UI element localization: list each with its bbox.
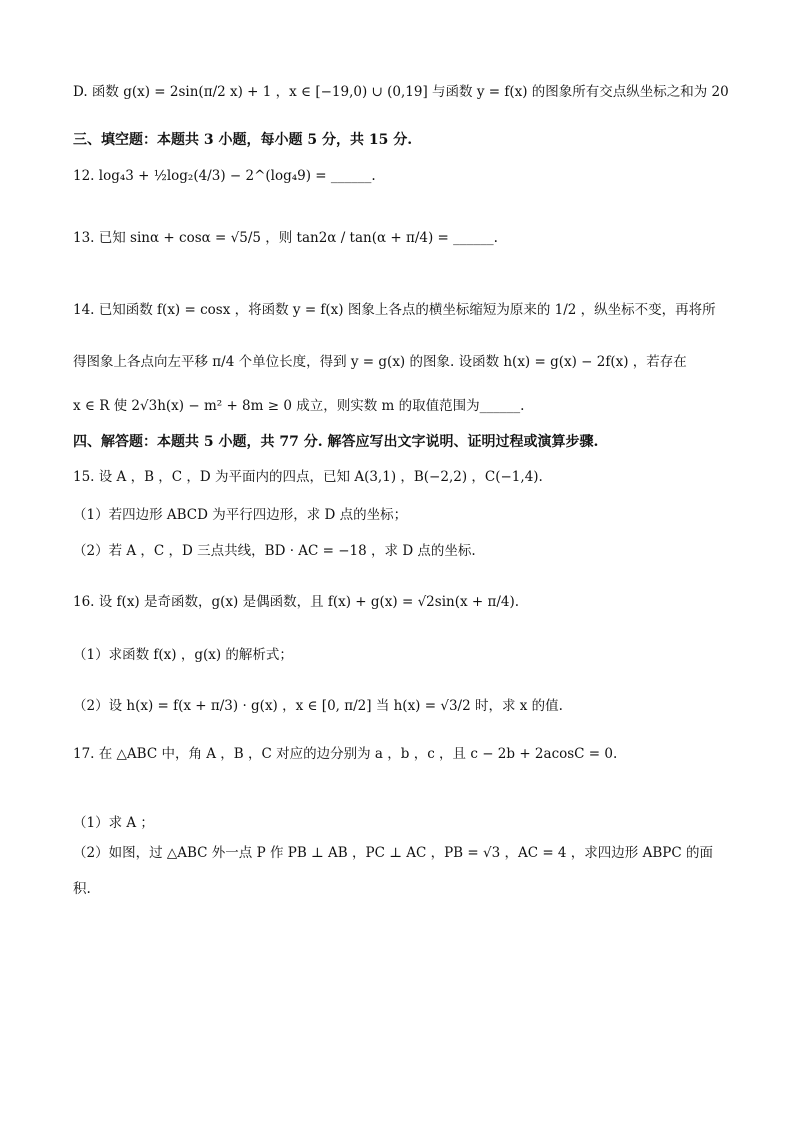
option-d: D. 函数 g(x) = 2sin(π/2 x) + 1 ，x ∈ [−19,0) ∪ (0,19] 与函数 y = f(x) 的图象所有交点纵坐标之和为 20 [73, 84, 729, 100]
question-17-part-2-cont: 积. [73, 881, 91, 897]
question-14-line-1: 14. 已知函数 f(x) = cosx ，将函数 y = f(x) 图象上各点的横坐标缩短为原来的 1/2 ，纵坐标不变，再将所 [73, 302, 716, 318]
section-3-heading: 三、填空题：本题共 3 小题，每小题 5 分，共 15 分. [73, 132, 413, 148]
question-15-part-2: （2）若 A ，C ，D 三点共线，BD · AC = −18 ，求 D 点的坐标. [73, 543, 476, 559]
question-17-part-2: （2）如图，过 △ABC 外一点 P 作 PB ⊥ AB ，PC ⊥ AC ，PB = √3 ，AC = 4 ，求四边形 ABPC 的面 [73, 845, 713, 861]
section-4-heading: 四、解答题：本题共 5 小题，共 77 分. 解答应写出文字说明、证明过程或演算步骤. [73, 434, 599, 450]
question-15-part-1: （1）若四边形 ABCD 为平行四边形，求 D 点的坐标； [73, 507, 408, 523]
question-14-line-2: 得图象上各点向左平移 π/4 个单位长度，得到 y = g(x) 的图象. 设函数 h(x) = g(x) − 2f(x) ，若存在 [73, 354, 687, 370]
question-16-part-2: （2）设 h(x) = f(x + π/3) · g(x) ，x ∈ [0, π/2] 当 h(x) = √3/2 时，求 x 的值. [73, 698, 563, 714]
question-13: 13. 已知 sinα + cosα = √5/5 ，则 tan2α / tan(α + π/4) = ______. [73, 230, 498, 246]
question-12: 12. log₄3 + ½log₂(4/3) − 2^(log₄9) = ______. [73, 168, 376, 184]
question-16-part-1: （1）求函数 f(x) ，g(x) 的解析式； [73, 647, 293, 663]
question-14-line-3: x ∈ R 使 2√3h(x) − m² + 8m ≥ 0 成立，则实数 m 的取值范围为______. [73, 398, 525, 414]
question-16: 16. 设 f(x) 是奇函数，g(x) 是偶函数，且 f(x) + g(x) = √2sin(x + π/4). [73, 594, 520, 610]
question-17: 17. 在 △ABC 中，角 A ，B ，C 对应的边分别为 a ，b ，c ，且 c − 2b + 2acosC = 0. [73, 746, 618, 762]
question-15: 15. 设 A ，B ，C ，D 为平面内的四点，已知 A(3,1) ，B(−2,2) ，C(−1,4). [73, 469, 543, 485]
question-17-part-1: （1）求 A ； [73, 815, 154, 831]
